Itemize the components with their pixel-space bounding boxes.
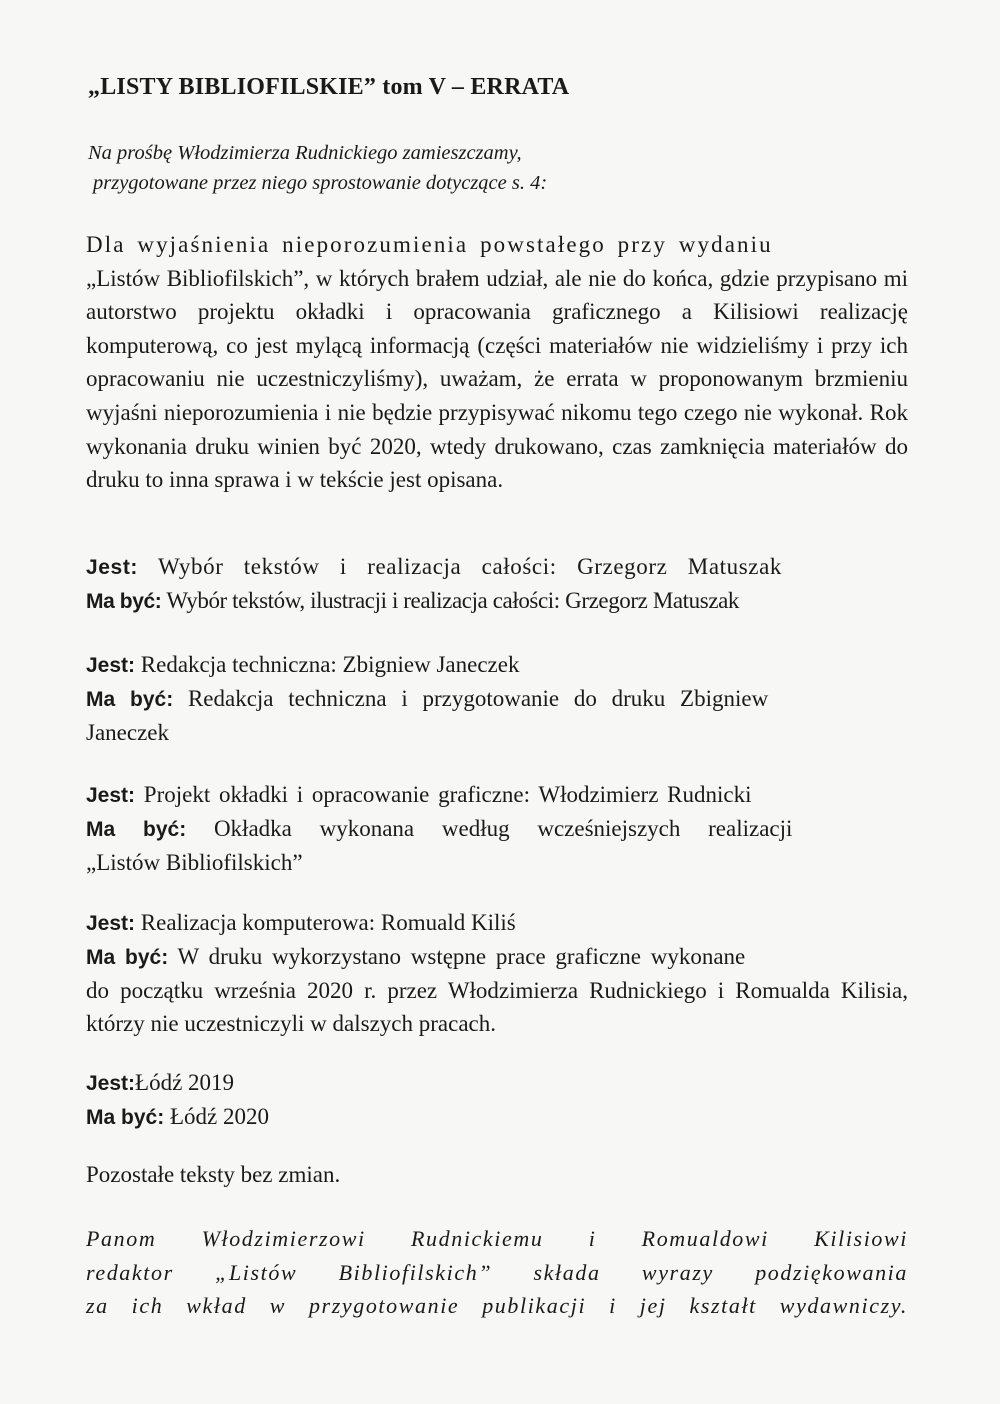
jest-text: Projekt okładki i opracowanie graficzne: Włodzimierz Rudnicki [143,782,752,807]
ma-byc-text: Okładka wykonana według wcześniejszych realizacji [213,816,793,841]
ma-byc-continuation: do początku września 2020 r. przez Włodzimierza Rudnickiego i Romualda Kilisia, którzy nie uczestniczyli w dalszych pracach. [86,978,908,1036]
errata-entry-1 [86,550,908,618]
jest-label: Jest: [86,654,136,677]
jest-row [86,550,908,584]
body-rest: „Listów Bibliofilskich”, w których brałem udział, ale nie do końca, gdzie przypisano mi autorstwo projektu okładki i opracowania graficznego a Kilisiowi realizację komputerową, co jest mylącą informacją (części materiałów nie widzieliśmy i przy ich opracowaniu nie uczestniczyliśmy), uważam, że errata w proponowanym brzmieniu wyjaśni nieporozumienia i nie będzie przypisywać nikomu tego czego nie wykonał. Rok wykonania druku winien być 2020, wtedy drukowano, czas zamknięcia materiałów do druku to inna sprawa i w tekście jest opisana. [86,265,908,493]
ma-byc-text: Łódź 2020 [169,1104,269,1129]
body-paragraph [86,228,908,497]
jest-text: Realizacja komputerowa: Romuald Kiliś [140,910,516,935]
ma-byc-row [86,1100,908,1134]
jest-row [86,648,908,682]
jest-text: Redakcja techniczna: Zbigniew Janeczek [140,652,520,677]
acknowledgement-line-2: redaktor „Listów Bibliofilskich” składa wyrazy podziękowania [86,1259,908,1285]
closing-note: Pozostałe teksty bez zmian. [86,1162,341,1187]
ma-byc-text: Wybór tekstów, ilustracji i realizacja całości: Grzegorz Matuszak [166,588,740,613]
ma-byc-label: Ma być: [86,818,187,841]
intro-line-1: Na prośbę Włodzimierza Rudnickiego zamieszczamy, [88,142,522,164]
errata-entry-4 [86,906,908,1040]
ma-byc-continuation: Janeczek [86,720,169,745]
ma-byc-text: Redakcja techniczna i przygotowanie do druku Zbigniew [187,686,769,711]
page-title: „LISTY BIBLIOFILSKIE” tom V – ERRATA [88,74,570,100]
ma-byc-row [86,940,908,974]
ma-byc-label: Ma być: [86,1106,165,1129]
jest-label: Jest: [86,784,136,807]
acknowledgement-line-1: Panom Włodzimierzowi Rudnickiemu i Romualdowi Kilisiowi [86,1226,908,1251]
jest-row [86,778,908,812]
ma-byc-text: W druku wykorzystano wstępne prace graficzne wykonane [177,944,746,969]
errata-entry-3 [86,778,908,879]
body-first-line: Dla wyjaśnienia nieporozumienia powstałego przy wydaniu [86,232,773,257]
ma-byc-row [86,812,908,846]
jest-label: Jest: [86,1072,136,1095]
jest-label: Jest: [86,912,136,935]
jest-text: Łódź 2019 [135,1070,235,1095]
jest-text: Wybór tekstów i realizacja całości: Grzegorz Matuszak [157,554,782,579]
ma-byc-label: Ma być: [86,590,162,613]
document-page [86,0,908,1404]
ma-byc-label: Ma być: [86,946,169,969]
ma-byc-continuation: „Listów Bibliofilskich” [86,850,303,875]
intro-note [88,138,547,198]
jest-row [86,1066,908,1100]
ma-byc-row [86,682,908,716]
errata-entry-2 [86,648,908,749]
ma-byc-label: Ma być: [86,688,174,711]
ma-byc-row [86,584,908,618]
acknowledgement-line-3: za ich wkład w przygotowanie publikacji i jej kształt wydawniczy. [86,1293,908,1318]
acknowledgement [86,1222,908,1323]
intro-line-2: przygotowane przez niego sprostowanie dotyczące s. 4: [93,172,548,194]
jest-row [86,906,908,940]
errata-entry-5 [86,1066,908,1134]
jest-label: Jest: [86,556,139,579]
